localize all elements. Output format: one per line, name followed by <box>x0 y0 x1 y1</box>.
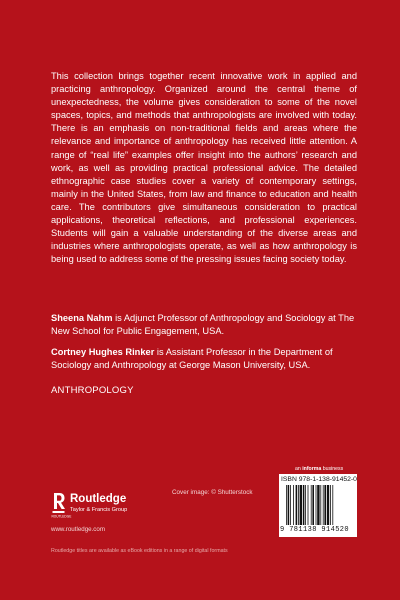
barcode-bar <box>290 485 291 525</box>
barcode-bar <box>332 485 333 525</box>
author-bio-text: is Adjunct Professor of Anthropology and Sociology at The New School for Public Engagement, USA. <box>51 313 355 337</box>
author-bio-2 <box>51 346 357 372</box>
author-name: Cortney Hughes Rinker <box>51 347 155 357</box>
barcode-bar <box>320 485 321 525</box>
informa-suffix: business <box>321 466 344 472</box>
barcode-bar <box>324 485 326 525</box>
publisher-group: Taylor & Francis Group <box>70 507 128 513</box>
barcode-bar <box>330 485 331 525</box>
svg-text:ROUTLEDGE: ROUTLEDGE <box>51 514 72 519</box>
publisher-name: Routledge <box>70 493 127 505</box>
barcode-bar <box>296 485 298 525</box>
routledge-logo-icon <box>51 492 72 519</box>
author-bio-1 <box>51 312 357 338</box>
barcode-bar <box>298 485 299 525</box>
author-bio-text: is Assistant Professor in the Department of Sociology and Anthropology at George Mason University, USA. <box>51 347 333 371</box>
barcode-bar <box>286 485 287 525</box>
barcode-bar <box>312 485 314 525</box>
barcode-bar <box>303 485 305 525</box>
barcode-bar <box>323 485 324 525</box>
barcode-bar <box>317 485 319 525</box>
author-name: Sheena Nahm <box>51 313 113 323</box>
barcode-bar <box>311 485 312 525</box>
publisher-website[interactable]: www.routledge.com <box>51 526 105 533</box>
isbn-digits: 9 781138 914520 <box>280 526 350 534</box>
cover-image-credit: Cover image: © Shutterstock <box>172 489 253 496</box>
barcode-bar <box>300 485 302 525</box>
isbn-barcode-panel <box>279 474 357 537</box>
barcode-bar <box>308 485 309 525</box>
barcode-bar <box>305 485 306 525</box>
barcode-bar <box>288 485 290 525</box>
ebook-note: Routledge titles are available as eBook editions in a range of digital formats <box>51 548 228 554</box>
barcode-bar <box>293 485 294 525</box>
barcode-icon <box>286 485 352 525</box>
informa-brand: informa <box>302 466 322 472</box>
subject-category: ANTHROPOLOGY <box>51 385 134 396</box>
barcode-bar <box>327 485 329 525</box>
isbn-label: ISBN 978-1-138-91452-0 <box>281 476 357 483</box>
informa-prefix: an <box>295 466 303 472</box>
book-description: This collection brings together recent innovative work in applied and practicing anthropology. Organized around the central theme of unexpectedness, the volume gives consideration to some of the novel spaces, topics, and methods that anthropologists are involved with today. There is an emphasis on non-traditional fields and areas where the relevance and importance of anthropology has received little attention. A range of “real life” examples offer insight into the authors’ research and work, as well as providing practical professional advice. The detailed ethnographic case studies cover a variety of contemporary settings, mainly in the United States, from law and finance to education and health care. The contributors give simultaneous consideration to practical applications, theoretical reflections, and professional experiences. Students will gain a valuable understanding of the diverse areas and industries where anthropologists operate, as well as how anthropology is being used to address some of the pressing issues facing society today. <box>51 71 357 265</box>
barcode-bar <box>316 485 317 525</box>
informa-tagline <box>295 466 343 472</box>
publisher-logo <box>51 492 161 522</box>
